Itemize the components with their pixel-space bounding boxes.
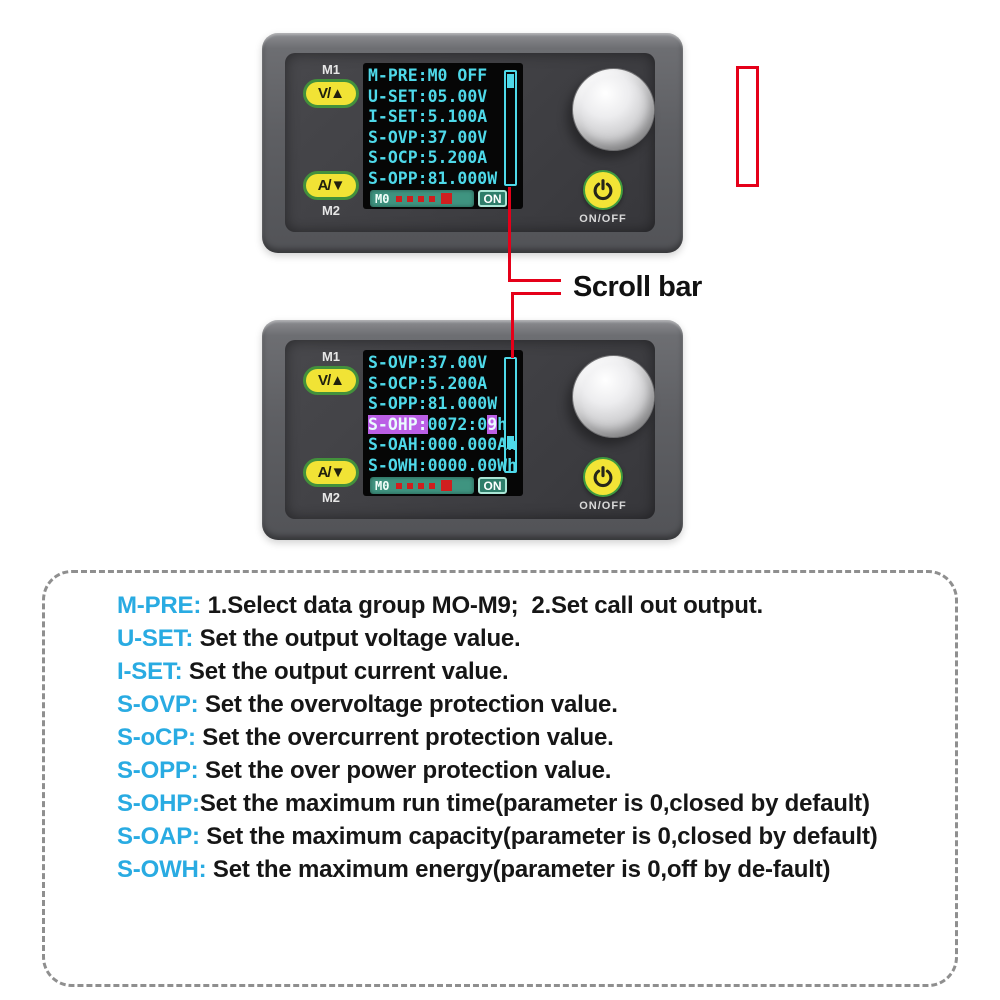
annotation-line (511, 292, 514, 358)
parameter-name-label: M-PRE: (117, 592, 202, 619)
lcd-parameter-list (368, 353, 517, 477)
battery-cell-icon (429, 483, 435, 489)
power-button[interactable] (583, 457, 623, 497)
lcd-parameter-list (368, 66, 497, 190)
parameter-description-text: Set the maximum energy(parameter is 0,off by de-fault) (206, 856, 831, 883)
parameter-name-label: S-OWH: (117, 856, 207, 883)
parameter-name-label: S-OHP: (117, 790, 200, 817)
parameter-name-label: S-OVP: (117, 691, 199, 718)
battery-cell-icon (407, 483, 413, 489)
parameter-name-label: S-OAP: (117, 823, 200, 850)
parameter-description-text: Set the maximum run time(parameter is 0,closed by default) (199, 790, 870, 817)
output-on-badge: ON (478, 190, 507, 207)
description-entry (117, 622, 917, 655)
power-button[interactable] (583, 170, 623, 210)
lcd-line: S-OVP:37.00V (368, 127, 488, 147)
battery-cell-icon (441, 480, 452, 491)
lcd-line: S-OPP:81.000W (368, 168, 498, 188)
parameter-name-label: S-oCP: (117, 724, 196, 751)
lcd-line: M-PRE:M0 OFF (368, 66, 488, 85)
memory-indicator (370, 477, 474, 494)
lcd-line: U-SET:05.00V (368, 86, 488, 106)
parameter-description-text: 1.Select data group MO-M9; 2.Set call out output. (201, 592, 763, 619)
annotation-line (508, 279, 561, 282)
lcd-scrollbar-thumb[interactable] (507, 74, 514, 88)
parameter-name-label: S-OPP: (117, 757, 199, 784)
power-button-label: ON/OFF (579, 500, 627, 512)
parameter-description-text: Set the overvoltage protection value. (198, 691, 618, 718)
memory-indicator (370, 190, 474, 207)
lcd-line: S-OPP:81.000W (368, 394, 498, 414)
parameter-description-text: Set the output current value. (182, 658, 509, 685)
memory-slot-label: M0 (375, 191, 390, 206)
parameter-description-text: Set the over power protection value. (198, 757, 612, 784)
rotary-encoder-knob[interactable] (572, 355, 655, 438)
m1-label: M1 (321, 349, 341, 364)
m1-label: M1 (321, 62, 341, 77)
description-entry (117, 655, 917, 688)
battery-cell-icon (429, 196, 435, 202)
description-entry (117, 787, 917, 820)
voltage-up-button[interactable]: V/▲ (303, 366, 359, 395)
memory-slot-label: M0 (375, 478, 390, 493)
scroll-bar-annotation: Scroll bar (573, 271, 702, 303)
lcd-line: S-OAH:000.000Ah (368, 435, 518, 455)
parameter-description-text: Set the output voltage value. (193, 625, 521, 652)
scrollbar-highlight-box (736, 66, 759, 187)
lcd-line: S-OHP:0072:09h (368, 414, 508, 434)
front-panel (285, 340, 655, 519)
parameter-name-label: I-SET: (117, 658, 183, 685)
parameter-description-text: Set the overcurrent protection value. (195, 724, 614, 751)
lcd-line: I-SET:5.100A (368, 107, 488, 127)
description-entry (117, 721, 917, 754)
lcd-line: S-OCP:5.200A (368, 373, 488, 393)
battery-cell-icon (407, 196, 413, 202)
battery-cell-icon (396, 483, 402, 489)
annotation-line (511, 292, 561, 295)
annotation-line (508, 187, 511, 280)
battery-cell-icon (396, 196, 402, 202)
battery-cell-icon (441, 193, 452, 204)
description-entry (117, 853, 917, 886)
lcd-screen (363, 350, 523, 496)
current-down-button[interactable]: A/▼ (303, 171, 359, 200)
lcd-screen (363, 63, 523, 209)
voltage-up-button[interactable]: V/▲ (303, 79, 359, 108)
power-icon (592, 179, 614, 201)
lcd-line: S-OVP:37.00V (368, 353, 488, 372)
description-entry (117, 589, 917, 622)
parameter-name-label: U-SET: (117, 625, 194, 652)
lcd-scrollbar[interactable] (504, 70, 517, 186)
lcd-line: S-OWH:0000.00Wh (368, 455, 518, 475)
rotary-encoder-knob[interactable] (572, 68, 655, 151)
description-entry (117, 820, 917, 853)
power-icon (592, 466, 614, 488)
description-entry (117, 754, 917, 787)
front-panel (285, 53, 655, 232)
battery-cell-icon (418, 196, 424, 202)
parameter-description-text: Set the maximum capacity(parameter is 0,closed by default) (199, 823, 878, 850)
description-entry (117, 688, 917, 721)
lcd-line: S-OCP:5.200A (368, 148, 488, 168)
output-on-badge: ON (478, 477, 507, 494)
current-down-button[interactable]: A/▼ (303, 458, 359, 487)
psu-module-bottom (262, 320, 683, 540)
parameter-description-panel (42, 570, 958, 987)
m2-label: M2 (321, 490, 341, 505)
battery-cell-icon (418, 483, 424, 489)
m2-label: M2 (321, 203, 341, 218)
psu-module-top (262, 33, 683, 253)
power-button-label: ON/OFF (579, 213, 627, 225)
